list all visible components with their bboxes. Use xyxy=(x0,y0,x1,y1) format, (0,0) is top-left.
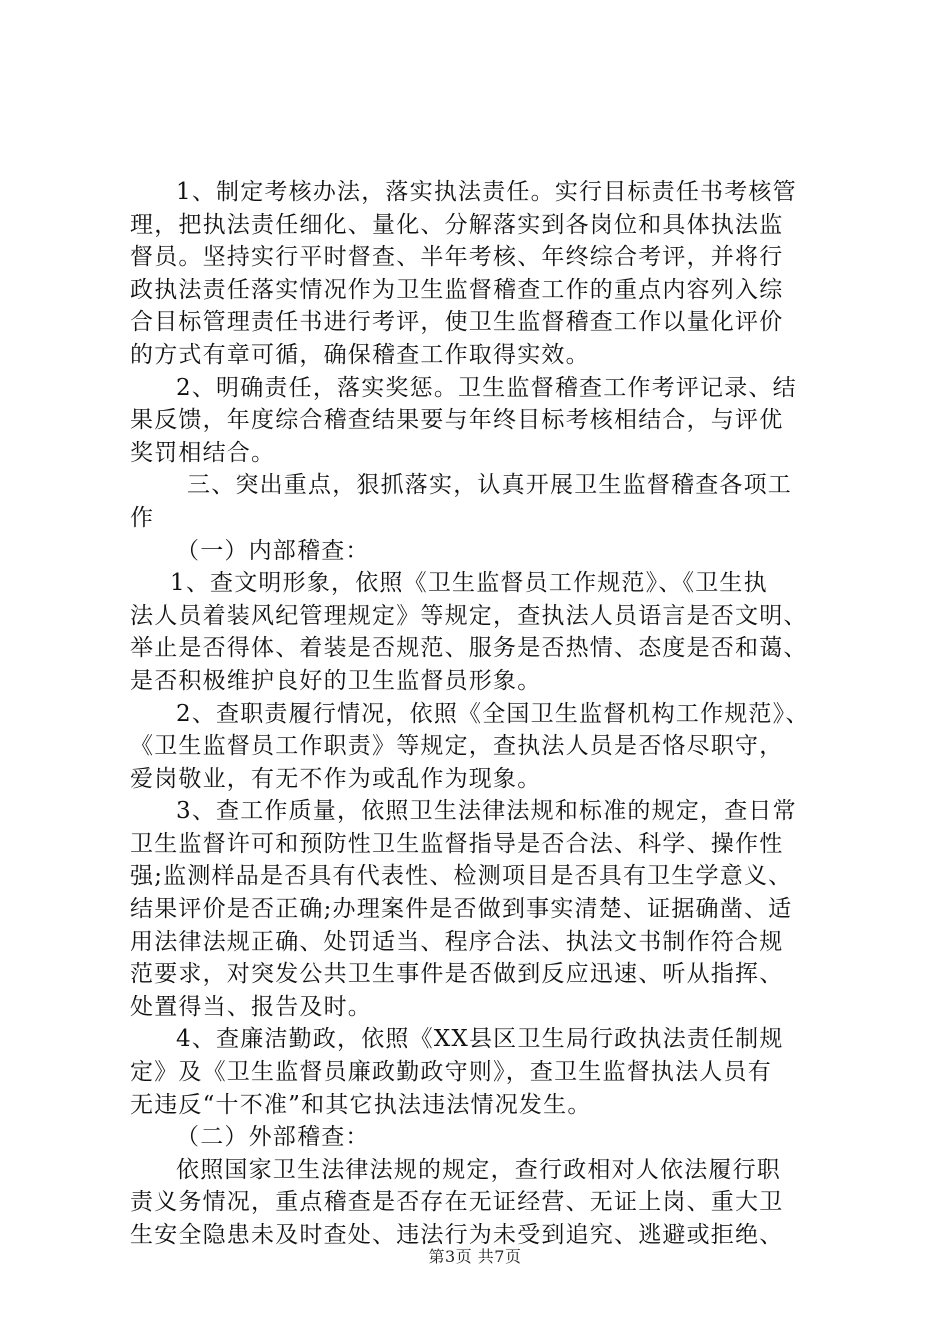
paragraph-line: 2、查职责履行情况，依照《全国卫生监督机构工作规范》、 xyxy=(176,700,810,727)
paragraph-line: 是否积极维护良好的卫生监督员形象。 xyxy=(130,667,542,694)
paragraph-line: 结果评价是否正确;办理案件是否做到事实清楚、证据确凿、适 xyxy=(130,896,793,923)
subsection-heading: （二）外部稽查： xyxy=(176,1124,370,1151)
section-heading: 三、突出重点，狠抓落实，认真开展卫生监督稽查各项工 xyxy=(187,472,792,499)
paragraph-line: 举止是否得体、着装是否规范、服务是否热情、态度是否和蔼、 xyxy=(130,635,808,662)
paragraph-line: 奖罚相结合。 xyxy=(130,439,276,466)
paragraph-line: 合目标管理责任书进行考评，使卫生监督稽查工作以量化评价 xyxy=(130,309,784,336)
paragraph-line: 1、制定考核办法，落实执法责任。实行目标责任书考核管 xyxy=(176,179,797,205)
page-number-footer: 第3页 共7页 xyxy=(428,1247,522,1266)
paragraph-line: 的方式有章可循，确保稽查工作取得实效。 xyxy=(130,341,590,368)
section-heading-continuation: 作 xyxy=(130,504,155,531)
paragraph-line: 理，把执法责任细化、量化、分解落实到各岗位和具体执法监 xyxy=(130,211,784,238)
paragraph-line: 督员。坚持实行平时督查、半年考核、年终综合考评，并将行 xyxy=(130,244,784,271)
paragraph-line: 用法律法规正确、处罚适当、程序合法、执法文书制作符合规 xyxy=(130,928,784,955)
paragraph-line: 依照国家卫生法律法规的规定，查行政相对人依法履行职 xyxy=(176,1156,781,1183)
paragraph-line: 法人员着装风纪管理规定》等规定，查执法人员语言是否文明、 xyxy=(130,602,808,629)
paragraph-line: 无违反“十不准”和其它执法违法情况发生。 xyxy=(130,1091,592,1118)
paragraph-line: 卫生监督许可和预防性卫生监督指导是否合法、科学、操作性 xyxy=(130,830,784,857)
paragraph-line: 范要求，对突发公共卫生事件是否做到反应迅速、听从指挥、 xyxy=(130,961,784,988)
paragraph-line: 政执法责任落实情况作为卫生监督稽查工作的重点内容列入综 xyxy=(130,276,784,303)
paragraph-line: 4、查廉洁勤政，依照《XX县区卫生局行政执法责任制规 xyxy=(176,1026,784,1053)
paragraph-line: 1、查文明形象，依照《卫生监督员工作规范》、《卫生执 xyxy=(170,570,768,597)
paragraph-line: 爱岗敬业，有无不作为或乱作为现象。 xyxy=(130,765,542,792)
paragraph-line: 3、查工作质量，依照卫生法律法规和标准的规定，查日常 xyxy=(176,798,797,825)
paragraph-line: 果反馈，年度综合稽查结果要与年终目标考核相结合，与评优 xyxy=(130,407,784,434)
paragraph-line: 责义务情况，重点稽查是否存在无证经营、无证上岗、重大卫 xyxy=(130,1189,784,1216)
paragraph-line: 处置得当、报告及时。 xyxy=(130,993,372,1020)
paragraph-line: 生安全隐患未及时查处、违法行为未受到追究、逃避或拒绝、 xyxy=(130,1222,784,1248)
paragraph-line: 《卫生监督员工作职责》等规定，查执法人员是否恪尽职守， xyxy=(130,733,784,760)
paragraph-line: 2、明确责任，落实奖惩。卫生监督稽查工作考评记录、结 xyxy=(176,374,797,401)
paragraph-line: 强;监测样品是否具有代表性、检测项目是否具有卫生学意义、 xyxy=(130,863,793,890)
document-body xyxy=(130,176,826,1252)
paragraph-line: 定》及《卫生监督员廉政勤政守则》，查卫生监督执法人员有 xyxy=(130,1059,772,1086)
subsection-heading: （一）内部稽查： xyxy=(176,537,370,564)
